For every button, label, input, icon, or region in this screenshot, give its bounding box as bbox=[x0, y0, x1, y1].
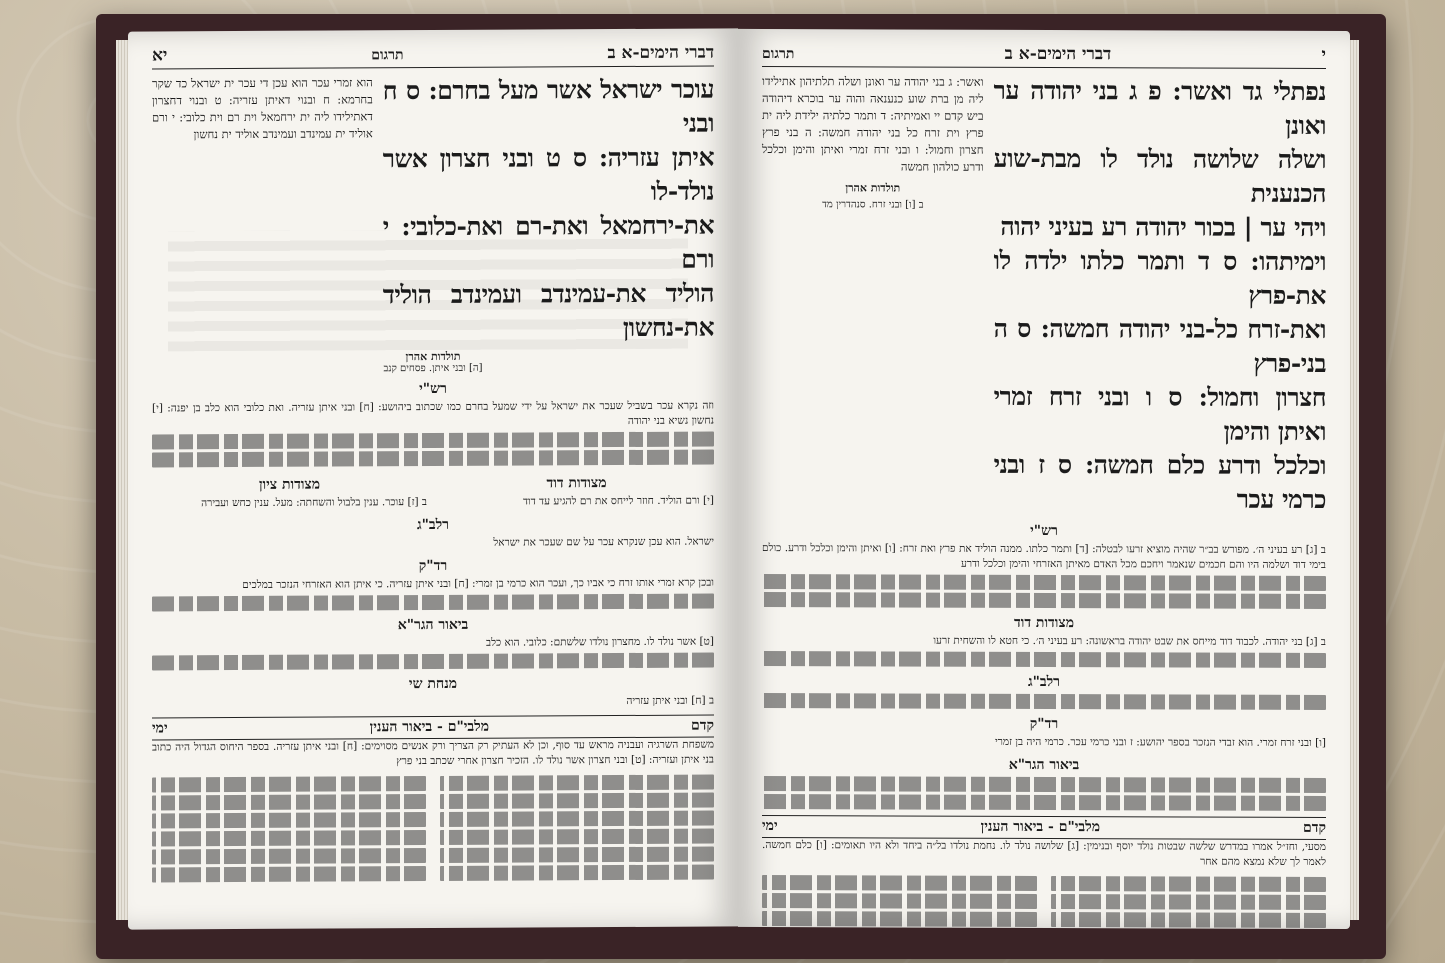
section-label: תרגום bbox=[762, 46, 795, 63]
gra-heading: ביאור הגר"א bbox=[397, 616, 469, 634]
verse-line: ויהי ער | בכור יהודה רע בעיני יהוה bbox=[1000, 211, 1326, 242]
commentary-lines bbox=[1051, 876, 1326, 892]
verse-line: את-ירחמאל ואת-רם ואת-כלובי: י ורם bbox=[382, 210, 714, 274]
rashi-heading: רש"י bbox=[1030, 522, 1058, 540]
targum-text: ואשר: ג בני יהודה ער ואונן ושלה תלתיהון אתילידו ליה מן ברת שוע כנענאה והוה ער בוכרא דיהודה ביש קדם יי ואמיתיה: ד ותמר כלתיה ילידת ליה ית פרץ וית זרח כל בני יהודה חמשה: ה בני פרץ חצרון וחמול: ו ובני זרח זמרי ואיתן והימן וכלכל ודרע כולהון חמשה bbox=[762, 74, 984, 174]
verse-line: ושלה שלושה נולד לו מבת-שוע הכנענית bbox=[993, 143, 1326, 208]
commentary-lines bbox=[152, 432, 714, 450]
commentary-lines bbox=[762, 693, 1326, 710]
book-title: דברי הימים-א ב bbox=[1004, 43, 1112, 65]
commentary-lines bbox=[762, 776, 1326, 793]
gra-text: [ט] אשר נולד לו. מחצרון נולדו שלשתם: כלובי. הוא כלב bbox=[486, 635, 714, 649]
commentary-lines bbox=[762, 592, 1326, 609]
commentary-lines bbox=[152, 866, 426, 882]
malbim-right-label: קדם bbox=[691, 717, 714, 734]
radak-text: ובכן קרא זמרי אותו זרח כי אביו כך, ועכר הוא כרמי בן זמרי: [ח] ובני איתן עזריה. כי איתן הוא האזרחי הנזכר במלכים bbox=[242, 576, 714, 591]
book-title: דברי הימים-א ב bbox=[607, 42, 714, 64]
toldot-aharon-ref: ב [ו] ובני זרח. סנהדרין מד bbox=[822, 199, 924, 211]
verse-line: הוליד את-עמינדב ועמינדב הוליד את-נחשון bbox=[382, 278, 714, 343]
minchat-shai-heading: מנחת שי bbox=[408, 675, 458, 693]
verse-line: ואת-זרח כל-בני יהודה חמשה: ס ה בני-פרץ bbox=[993, 313, 1326, 378]
verse-text bbox=[383, 73, 714, 347]
commentary-lines bbox=[762, 893, 1037, 909]
left-page bbox=[128, 28, 738, 929]
toldot-aharon-ref: [ה] ובני איתן. פסחים קנב bbox=[383, 362, 483, 375]
ralbag-heading: רלב"ג bbox=[416, 516, 450, 534]
commentary-lines bbox=[1051, 912, 1326, 928]
commentary-lines bbox=[152, 450, 714, 468]
verse-line: נפתלי גד ואשר: פ ג בני יהודה ער ואונן bbox=[993, 75, 1326, 140]
malbim-header bbox=[762, 815, 1326, 840]
commentary-lines bbox=[152, 812, 426, 828]
malbim-header bbox=[152, 715, 714, 741]
verse-line: וימיתהו: ס ד ותמר כלתו ילדה לו את-פרץ bbox=[993, 245, 1326, 310]
toldot-aharon-title: תולדות אהרן bbox=[405, 349, 461, 364]
metzudat-david-text: ב [ג] בני יהודה. לכבוד דוד מייחס את שבט יהודה בראשונה: רע בעיני ה׳. כי חטא לו והשחית זרעו bbox=[933, 634, 1326, 648]
commentary-lines bbox=[440, 865, 714, 881]
metzudat-zion-text: ב [ז] עוכר. ענין בלבול והשחתה: מעל. ענין כחש ועבירה bbox=[201, 496, 427, 510]
page-number: י bbox=[1321, 44, 1326, 65]
commentary-lines bbox=[440, 793, 714, 809]
radak-heading: רד"ק bbox=[418, 557, 448, 575]
commentary-lines bbox=[762, 574, 1326, 591]
targum-column bbox=[762, 73, 984, 516]
minchat-shai-text: ב [ח] ובני איתן עזריה bbox=[626, 694, 714, 707]
verse-line: איתן עזריה: ס ט ובני חצרון אשר נולד-לו bbox=[382, 142, 714, 206]
malbim-text: משפחת השרגיה ועבניה מראש עד סוף, וכן לא העתיק רק הצריך ורק אנשים מסוימים: [ח] ובני איתן עזריה. בספר היחוס הגדול היה כתוב בני איתן ועזריה: [ט] ובני חצרון אשר נולד לו. הזכיר חצרון אחרי שכתב בני פרץ bbox=[152, 738, 714, 768]
metzudat-david-heading: מצודות דוד bbox=[546, 475, 607, 492]
commentary-lines bbox=[152, 594, 714, 612]
commentary-lines bbox=[440, 847, 714, 863]
commentary-lines bbox=[762, 651, 1326, 668]
commentary-lines bbox=[762, 911, 1037, 927]
commentary-lines bbox=[1051, 894, 1326, 910]
commentary-lines bbox=[762, 875, 1037, 891]
commentary-lines bbox=[440, 775, 714, 791]
radak-text: [ו] ובני זרח זמרי. הוא זבדי הנזכר בספר יהושע: ז ובני כרמי עכר. כרמי היה בן זמרי bbox=[994, 735, 1326, 749]
metzudat-zion-heading: מצודות ציון bbox=[258, 476, 321, 493]
malbim-text: מסעי, וחז״ל אמרו במדרש שלשה שבטות נולד יוסף ובנימין: [ג] שלושה נולד לו. נחמת נולדו בל״ה ביחד ולא היו תאומים: [ו] כלם חמשה. לאמר לך שלא נמצא מהם אחר bbox=[762, 839, 1326, 868]
malbim-left-label: ימי bbox=[762, 818, 778, 835]
rashi-text: ב [ג] רע בעיני ה׳. מפורש בב״ר שהיה מוציא זרעו לבטלה: [ד] ותמר כלתו. ממנה הוליד את פרץ ואת זרח: [ו] ואיתן והימן וכלכל ודרע. כולם בימי דוד ושלמה היו והם חכמים שנאמר ויחכם מכל האדם מאיתן האזרחי והימן וכלכל ודרע bbox=[762, 542, 1326, 571]
running-head bbox=[152, 43, 714, 70]
rashi-text: וזה נקרא עכר בשביל שעכר את ישראל על ידי שמעל בחרם כמו שכתוב ביהושע: [ח] ובני איתן עזריה. ואת כלובי הוא כלב בן יפנה: [י] נחשון נשיא בני יהודה bbox=[152, 399, 714, 427]
running-head bbox=[762, 43, 1326, 69]
page-number: יא bbox=[152, 45, 168, 66]
verse-text bbox=[994, 74, 1326, 517]
targum-column bbox=[152, 74, 373, 347]
right-page bbox=[738, 29, 1350, 929]
rashi-heading: רש"י bbox=[419, 380, 447, 398]
targum-text: הוא זמרי עכר הוא עכן די עכר ית ישראל כד שקר בחרמא: ח ובנוי דאיתן עזריה: ט ובנוי דחצרון דאתילידו ליה ית ירחמאל וית רם וית כלובי: י ורם אוליד ית עמינדב ועמינדב אוליד ית נחשון bbox=[152, 75, 373, 142]
malbim-left-label: ימי bbox=[152, 720, 168, 737]
commentary-lines bbox=[152, 830, 426, 846]
malbim-title: מלבי"ם - ביאור הענין bbox=[980, 818, 1101, 836]
commentary-lines bbox=[152, 848, 426, 864]
verse-line: חצרון וחמול: ס ו ובני זרח זמרי ואיתן והימן bbox=[993, 381, 1326, 446]
metzudat-david-heading: מצודות דוד bbox=[1014, 614, 1074, 632]
toldot-aharon-title: תולדות אהרן bbox=[845, 181, 901, 195]
metzudat-david-text: [י] ורם הוליד. חוזר לייחס את רם להגיע עד דוד bbox=[522, 494, 714, 508]
verse-line: וכלכל ודרע כלם חמשה: ס ז ובני כרמי עכר bbox=[993, 449, 1326, 514]
radak-heading: רד"ק bbox=[1029, 715, 1059, 733]
commentary-lines bbox=[440, 811, 714, 827]
commentary-lines bbox=[152, 794, 426, 810]
section-label: תרגום bbox=[371, 47, 404, 64]
malbim-title: מלבי"ם - ביאור הענין bbox=[369, 718, 490, 736]
commentary-lines bbox=[762, 794, 1326, 811]
commentary-lines bbox=[152, 776, 426, 792]
verse-line: עוכר ישראל אשר מעל בחרם: ס ח ובני bbox=[382, 74, 714, 138]
commentary-lines bbox=[152, 653, 714, 671]
ralbag-text: ישראל. הוא עכן שנקרא עכר על שם שעכר את ישראל bbox=[493, 535, 714, 549]
ralbag-heading: רלב"ג bbox=[1027, 673, 1061, 691]
gra-heading: ביאור הגר"א bbox=[1008, 756, 1080, 774]
malbim-right-label: קדם bbox=[1303, 819, 1326, 836]
commentary-lines bbox=[440, 829, 714, 845]
